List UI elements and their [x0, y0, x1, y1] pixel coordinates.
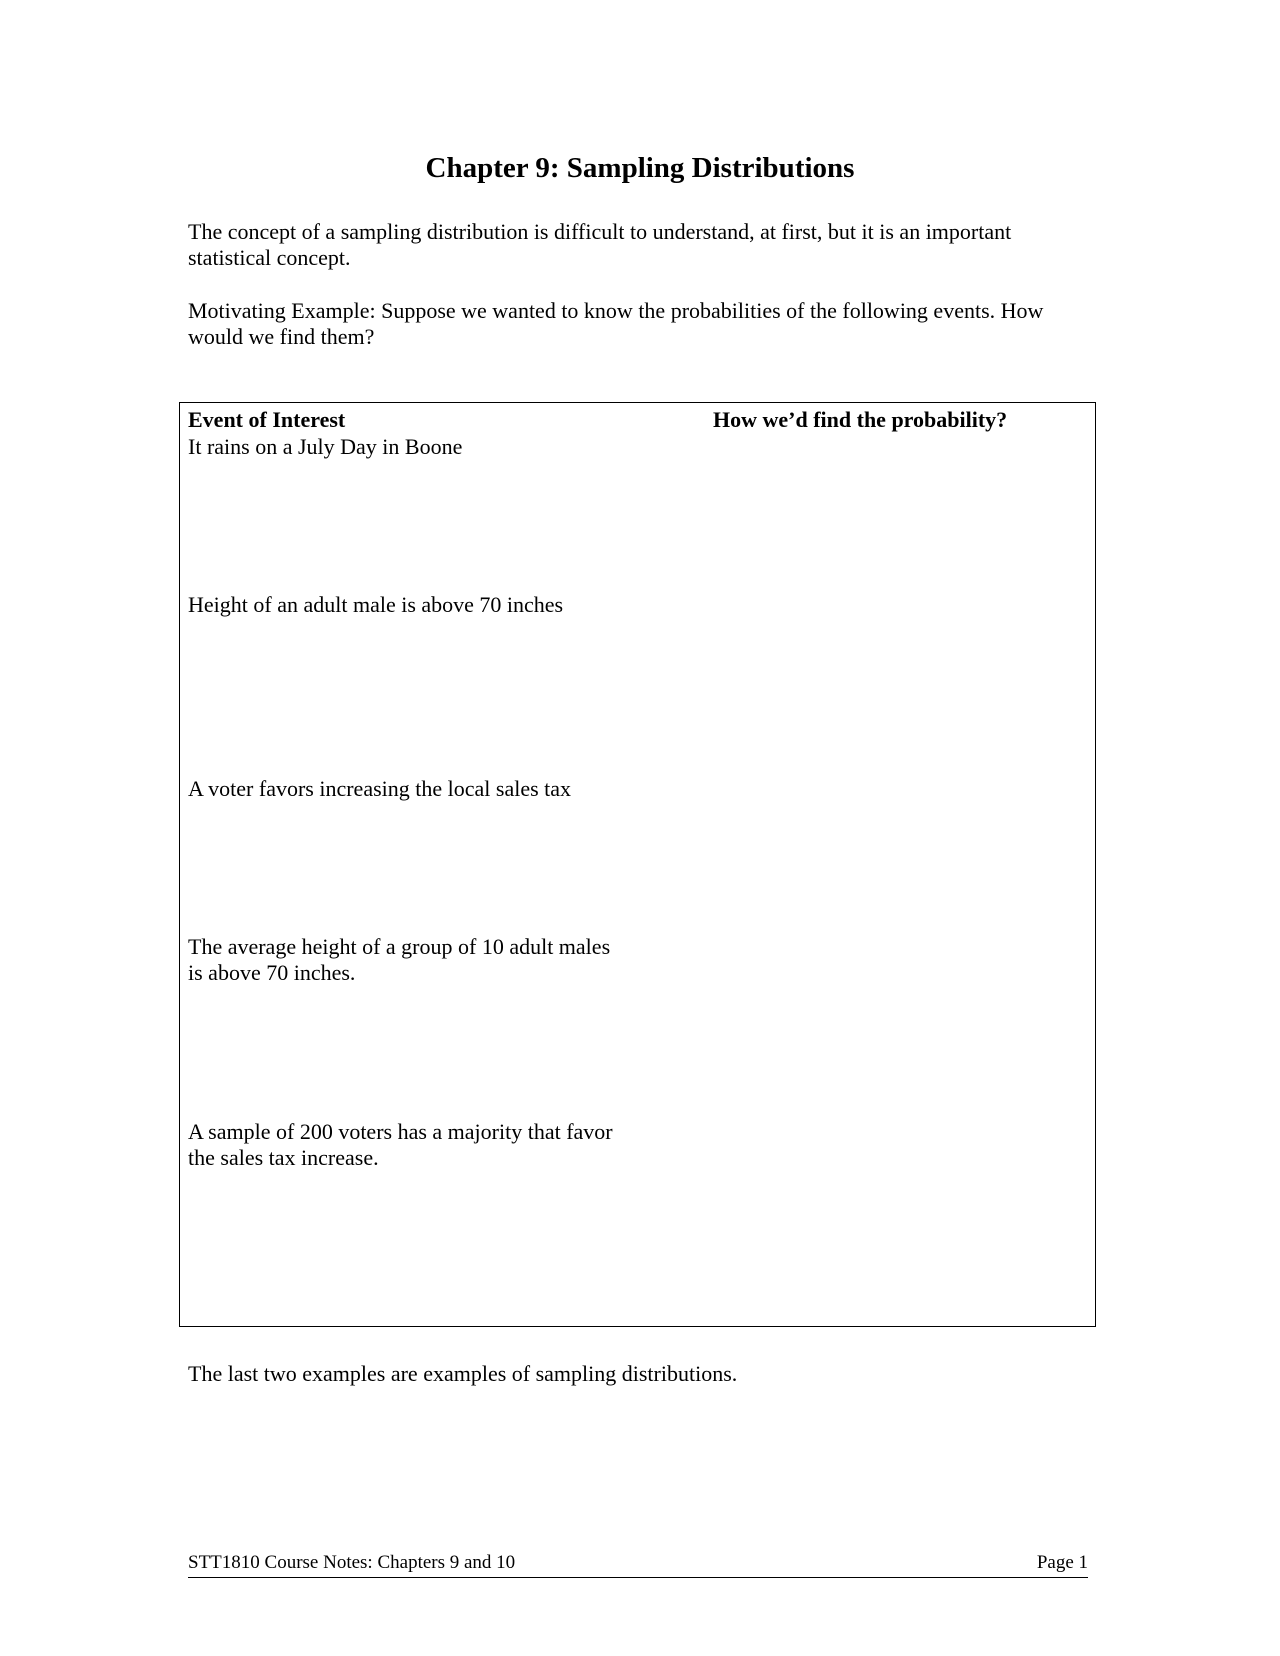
event-row-sample-voters-majority: A sample of 200 voters has a majority that favor the sales tax increase.	[188, 1119, 613, 1170]
events-table	[179, 402, 1096, 1327]
footer-page-number: Page 1	[1036, 1552, 1088, 1573]
page-footer	[188, 1551, 1088, 1578]
header-how-find-probability: How we’d find the probability?	[713, 407, 1008, 432]
motivating-example-paragraph: Motivating Example: Suppose we wanted to know the probabilities of the following events. How would we find them?	[188, 298, 1044, 349]
page-title: Chapter 9: Sampling Distributions	[425, 152, 855, 184]
footer-course-notes: STT1810 Course Notes: Chapters 9 and 10	[188, 1552, 516, 1573]
event-row-adult-male-height: Height of an adult male is above 70 inches	[188, 592, 564, 617]
header-event-of-interest: Event of Interest	[188, 407, 346, 432]
event-row-rain-boone: It rains on a July Day in Boone	[188, 434, 463, 459]
event-row-average-height-group: The average height of a group of 10 adult males is above 70 inches.	[188, 934, 611, 985]
event-row-voter-sales-tax: A voter favors increasing the local sales tax	[188, 776, 572, 801]
closing-paragraph: The last two examples are examples of sampling distributions.	[188, 1361, 738, 1386]
intro-paragraph: The concept of a sampling distribution is difficult to understand, at first, but it is an important statistical concept.	[188, 219, 1012, 270]
